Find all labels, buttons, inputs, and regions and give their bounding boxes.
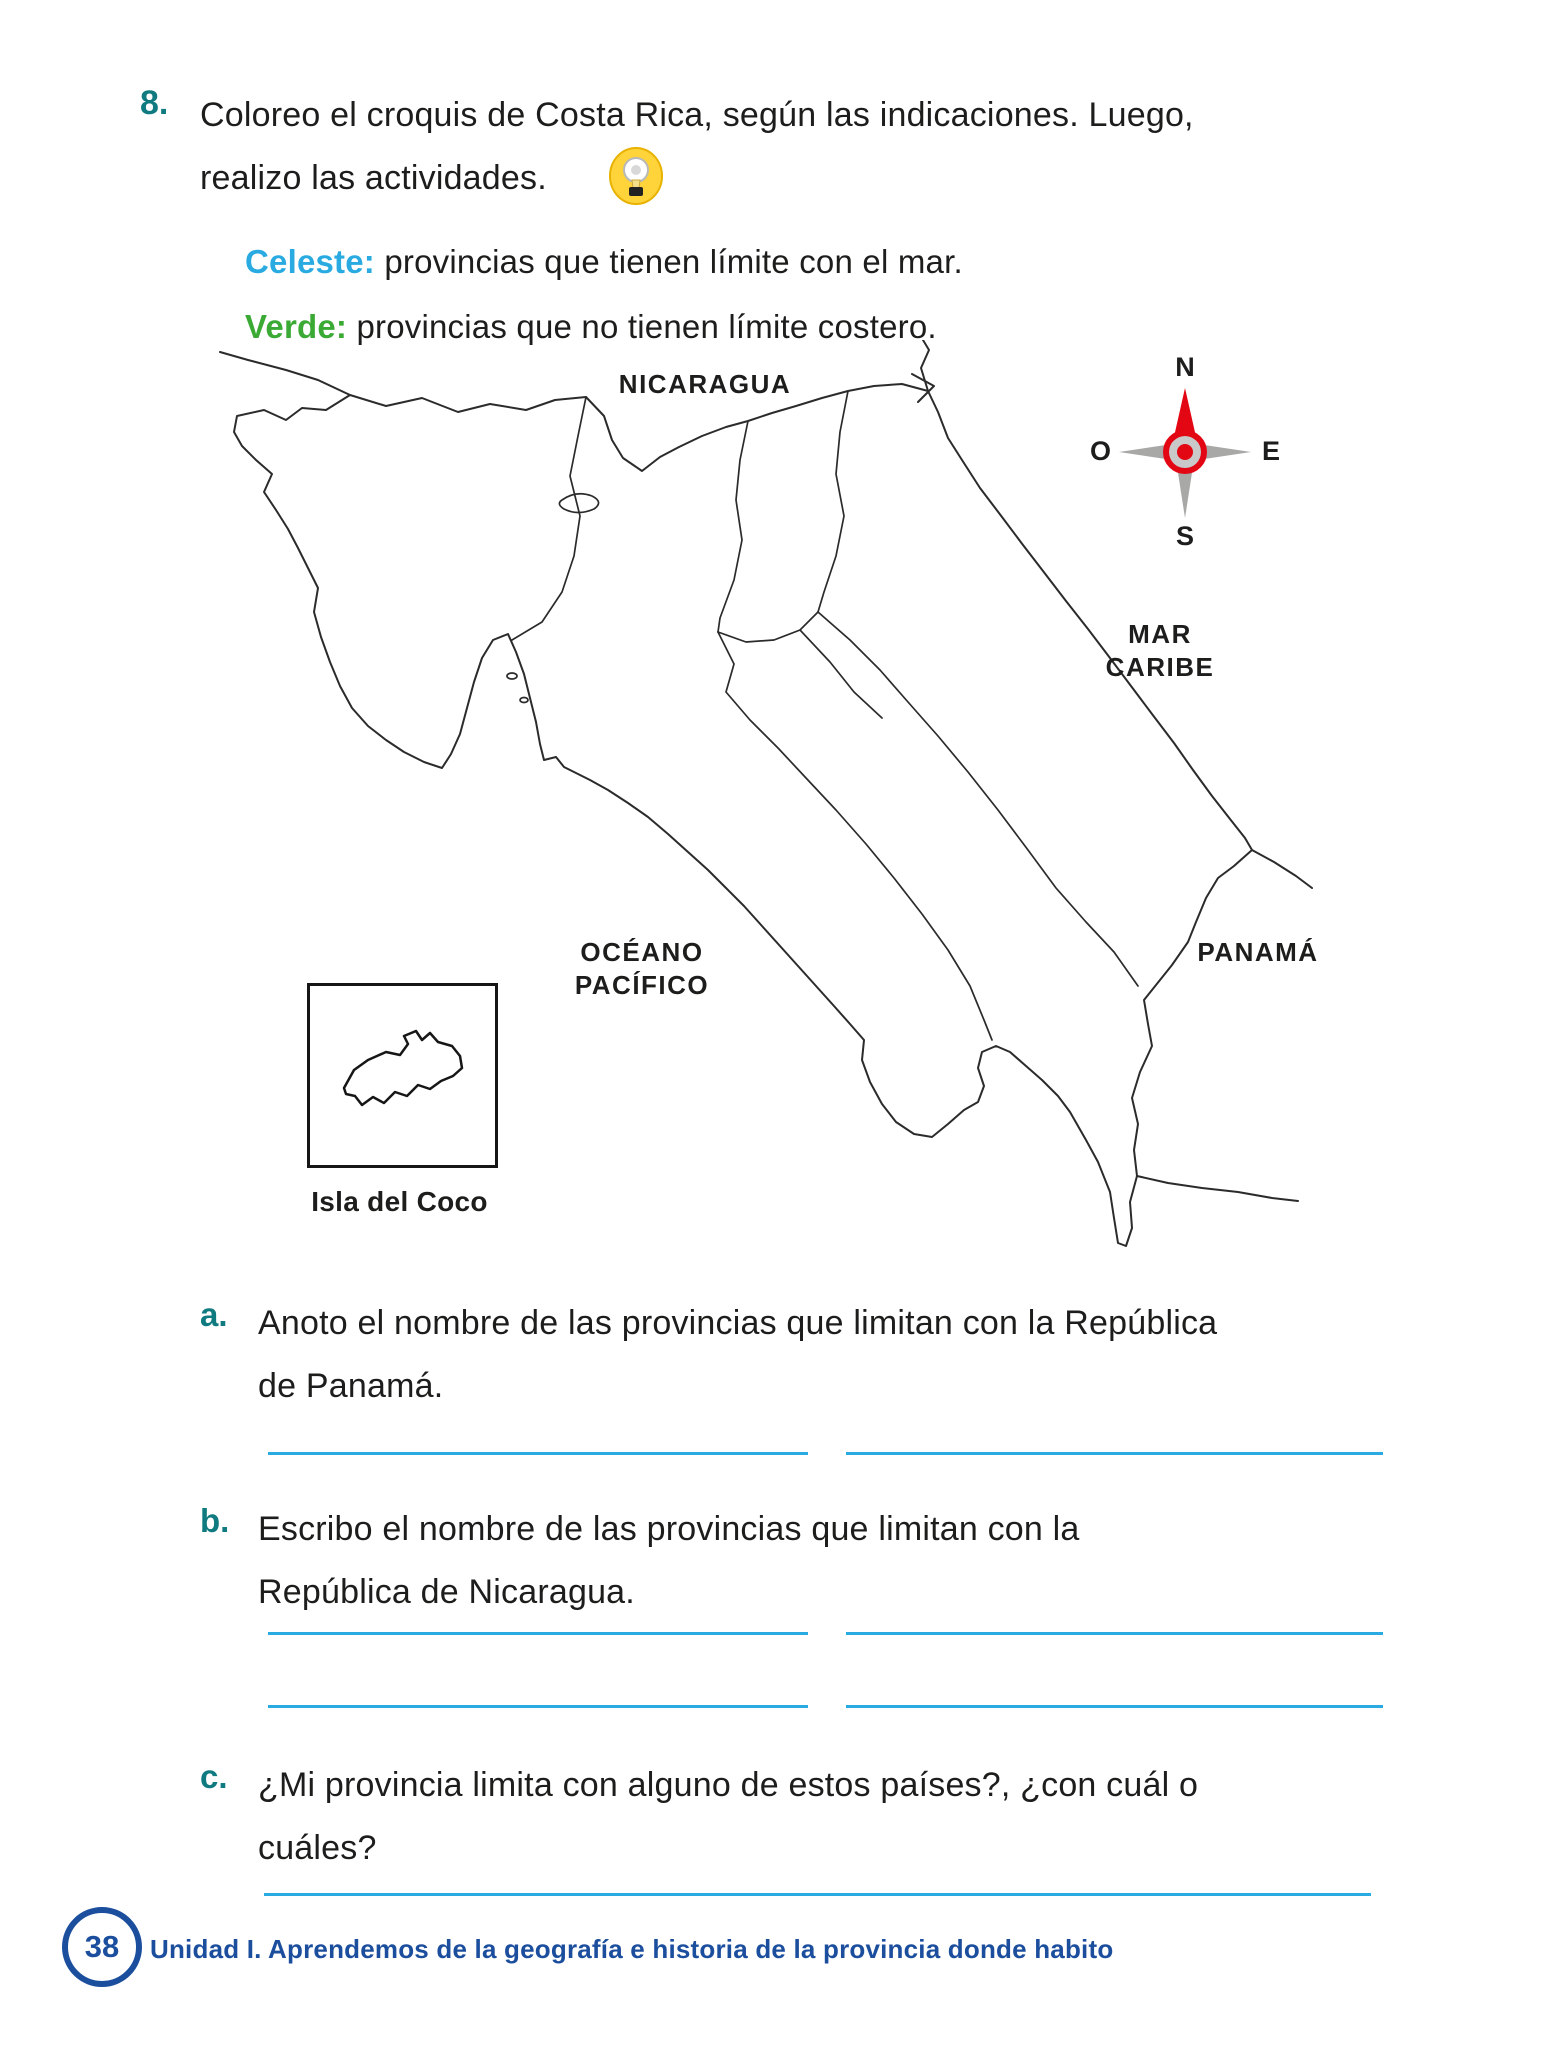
map-label-panama: PANAMÁ	[1197, 937, 1319, 967]
border-central-valley	[718, 612, 818, 642]
inset-caption: Isla del Coco	[311, 1186, 488, 1217]
compass-west-label: O	[1090, 436, 1112, 466]
legend-celeste-text: provincias que tienen límite con el mar.	[375, 243, 963, 280]
question-c-marker: c.	[200, 1758, 228, 1795]
exercise-prompt-line2: realizo las actividades.	[200, 159, 547, 197]
page-number-badge	[62, 1907, 142, 1987]
map-label-mar-caribe: MAR CARIBE	[1105, 619, 1215, 682]
footer-unit-title: Unidad I. Aprendemos de la geografía e historia de la provincia donde habito	[150, 1934, 1114, 1964]
question-b-marker: b.	[200, 1502, 230, 1539]
border-guanacaste	[512, 397, 586, 640]
nicaragua-pacific-coast	[220, 352, 350, 395]
page-number: 38	[84, 1929, 120, 1964]
exercise-prompt	[200, 84, 1400, 210]
exercise-number: 8.	[140, 84, 169, 122]
panama-caribbean-coast	[1252, 850, 1312, 888]
exercise-prompt-line1: Coloreo el croquis de Costa Rica, según las indicaciones. Luego,	[200, 96, 1194, 134]
isla-del-coco-inset[interactable]	[307, 983, 498, 1168]
border-sanjose-cartago	[800, 630, 882, 718]
question-a-text: Anoto el nombre de las provincias que limitan con la República de Panamá.	[258, 1304, 1218, 1405]
question-a-marker: a.	[200, 1296, 228, 1333]
compass-east-label: E	[1261, 436, 1280, 466]
gulf-island-1	[507, 673, 517, 679]
map-label-oceano-pacifico: OCÉANO PACÍFICO	[574, 937, 710, 1000]
answer-line-b1[interactable]	[268, 1632, 808, 1635]
compass-rose	[1090, 352, 1280, 552]
answer-line-c1[interactable]	[264, 1893, 1371, 1896]
panama-pacific-coast	[1137, 1176, 1298, 1201]
answer-line-a2[interactable]	[846, 1452, 1383, 1455]
legend-celeste-label: Celeste:	[245, 243, 375, 280]
map-label-nicaragua: NICARAGUA	[618, 369, 792, 399]
lightbulb-icon	[608, 146, 664, 206]
answer-line-a1[interactable]	[268, 1452, 808, 1455]
legend-verde-text: provincias que no tienen límite costero.	[347, 308, 937, 345]
question-b-text: Escribo el nombre de las provincias que limitan con la República de Nicaragua.	[258, 1510, 1080, 1611]
answer-line-b4[interactable]	[846, 1705, 1383, 1708]
isla-del-coco-outline	[310, 986, 495, 1165]
compass-south-label: S	[1175, 521, 1195, 551]
legend-celeste	[245, 243, 963, 281]
answer-line-b3[interactable]	[268, 1705, 808, 1708]
compass-north-label: N	[1175, 352, 1195, 382]
answer-line-b2[interactable]	[846, 1632, 1383, 1635]
question-c-text: ¿Mi provincia limita con alguno de estos países?, ¿con cuál o cuáles?	[258, 1766, 1199, 1867]
border-heredia-limon	[818, 391, 848, 612]
legend-verde-label: Verde:	[245, 308, 348, 345]
border-limon	[818, 612, 1138, 986]
compass-arrows-icon	[1115, 382, 1255, 522]
gulf-island-2	[520, 698, 528, 703]
border-alajuela-heredia	[718, 421, 748, 632]
